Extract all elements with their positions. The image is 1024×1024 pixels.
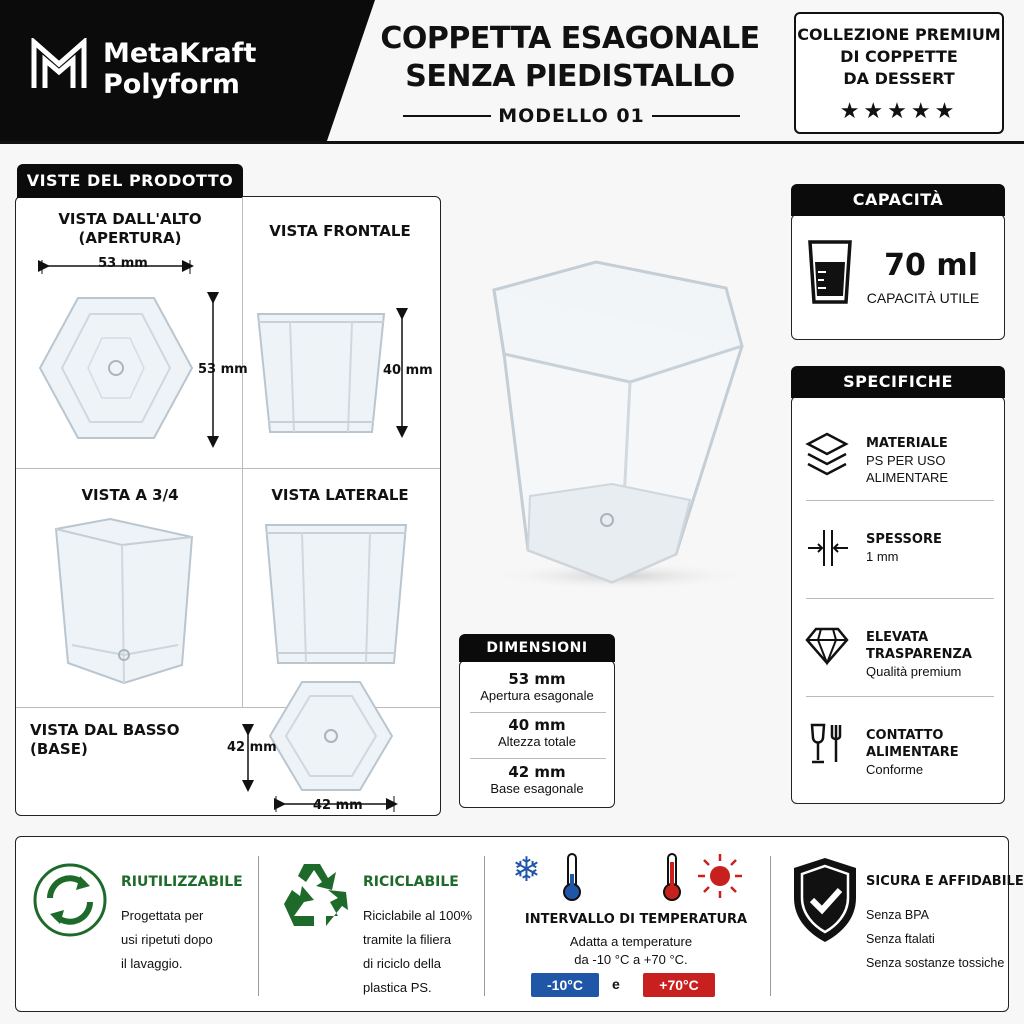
reuse-line: il lavaggio. [121,956,183,971]
snowflake-icon: ❄ [512,851,541,889]
bottom-view-title: VISTA DAL BASSO (BASE) [30,721,180,758]
measuring-cup-icon [806,238,854,306]
premium-line-2: DI COPPETTE [840,47,958,66]
title-line-1: COPPETTA ESAGONALE [380,21,760,56]
thickness-icon [806,528,850,568]
temperature-min-badge: -10°C [531,973,599,997]
spec-item-material [866,435,948,486]
top-view-title-line-1: VISTA DALL'ALTO [58,210,202,228]
top-view-title [30,210,230,248]
three-quarter-view-drawing [50,515,205,690]
spec-title: MATERIALE [866,436,948,451]
reuse-line: usi ripetuti dopo [121,932,213,947]
three-quarter-view-title: VISTA A 3/4 [81,486,179,504]
diamond-icon [804,626,850,666]
spec-subtitle: Qualità premium [866,664,962,679]
temperature-title: INTERVALLO DI TEMPERATURA [524,912,748,927]
sun-icon [696,852,744,900]
recycle-line: Riciclabile al 100% [363,908,473,923]
temperature-line: da -10 °C a +70 °C. [574,952,688,967]
layers-icon [804,430,850,478]
top-height-label: 53 mm [198,362,248,377]
spec-subtitle: PS PER USO [866,453,946,468]
brand-line-2: Polyform [103,69,240,100]
front-view-title: VISTA FRONTALE [269,222,411,240]
capacity-tab: CAPACITÀ [791,184,1005,216]
spec-item-food-contact [866,727,1024,778]
dimension-label: Base esagonale [490,781,584,796]
recycle-line: di riciclo della [363,956,442,971]
spec-divider [806,598,994,599]
dimension-divider [470,712,606,713]
thermometer-hot-icon [662,852,682,902]
model-row [403,104,740,128]
views-horizontal-divider-1 [16,468,440,469]
bottom-height-label: 42 mm [227,740,277,755]
safe-title: SICURA E AFFIDABILE [866,874,1024,889]
dimension-row [462,670,612,703]
temperature-and: e [612,976,620,992]
specs-tab: SPECIFICHE [791,366,1005,398]
glass-fork-icon [806,722,850,766]
product-main-image [480,250,760,600]
spec-subtitle: 1 mm [866,549,899,564]
recycle-line: plastica PS. [363,980,432,995]
recycle-line: tramite la filiera [363,932,452,947]
premium-line-3: DA DESSERT [843,69,955,88]
front-height-label: 40 mm [383,363,433,378]
title-line-2: SENZA PIEDISTALLO [405,59,735,94]
safe-line: Senza BPA [866,908,930,922]
reuse-arrows-icon [32,862,108,938]
model-label: MODELLO 01 [498,105,645,127]
shield-check-icon [792,856,858,944]
side-view-title: VISTA LATERALE [271,486,409,504]
temperature-text [500,933,762,969]
dimension-row [462,716,612,749]
dimension-label: Apertura esagonale [480,688,594,703]
footer-divider [258,856,259,996]
capacity-label: CAPACITÀ UTILE [866,290,980,306]
brand-name [103,38,256,100]
views-tab: VISTE DEL PRODOTTO [17,164,243,198]
top-width-label: 53 mm [98,256,148,271]
reuse-line: Progettata per [121,908,204,923]
premium-badge [794,12,1004,134]
recycle-title: RICICLABILE [363,874,459,890]
spec-item-transparency [866,629,1024,680]
spec-subtitle: Conforme [866,762,924,777]
dimension-value: 40 mm [508,716,566,734]
spec-divider [806,500,994,501]
dimension-value: 53 mm [508,670,566,688]
spec-item-thickness [866,531,942,565]
recycle-text [363,904,472,1000]
dimension-divider [470,758,606,759]
dimensions-tab: DIMENSIONI [459,634,615,662]
spec-divider [806,696,994,697]
side-view-drawing [262,515,412,670]
recycle-icon [280,858,350,930]
dimension-value: 42 mm [508,763,566,781]
bottom-width-label: 42 mm [313,798,363,813]
thermometer-cold-icon [562,852,582,902]
temperature-line: Adatta a temperature [569,934,693,949]
header-divider [0,141,1024,144]
dimension-label: Altezza totale [497,734,577,749]
top-view-drawing [30,252,250,452]
page-title [380,20,760,96]
dimension-row [462,763,612,796]
safe-line: Senza sostanze tossiche [866,956,1005,970]
rating-stars: ★★★★★ [839,98,959,123]
brand-line-1: MetaKraft [103,38,257,69]
capacity-value: 70 ml [884,248,978,283]
reuse-text [121,904,213,976]
safe-text [866,903,1004,975]
reuse-title: RIUTILIZZABILE [121,874,243,890]
safe-line: Senza ftalati [866,932,935,946]
spec-subtitle: ALIMENTARE [866,470,949,485]
premium-line-1: COLLEZIONE PREMIUM [797,25,1001,44]
footer-divider [484,856,485,996]
spec-title: CONTATTO ALIMENTARE [866,728,959,760]
spec-title: ELEVATA TRASPARENZA [866,630,972,662]
temperature-max-badge: +70°C [643,973,715,997]
mk-monogram-icon [30,38,88,90]
spec-title: SPESSORE [866,532,942,547]
top-view-title-line-2: (APERTURA) [78,229,182,247]
